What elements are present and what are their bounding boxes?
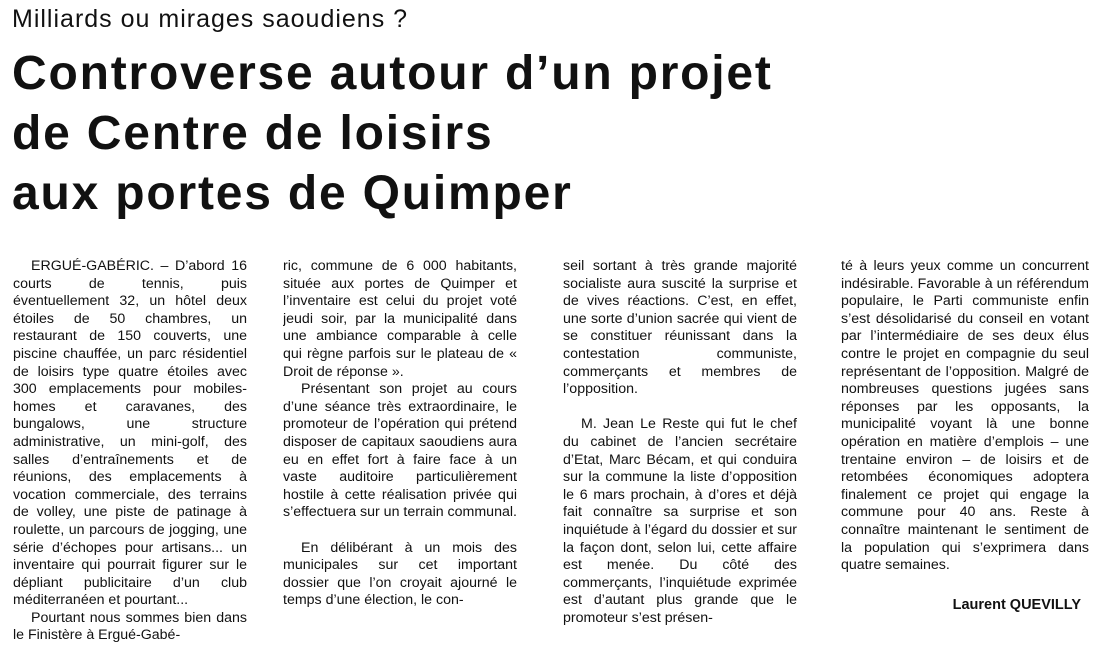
paragraph: Présentant son projet au cours d’une séance très extraordinaire, le promoteur de l’opération qui prétend disposer de capitaux saoudiens aura eu en effet fort à faire face à un vaste auditoire particulièrement hostile à cette réalisation privée qui s’effectuera sur un terrain communal. [283, 381, 517, 521]
article-column-2 [283, 258, 517, 662]
author-signature: Laurent QUEVILLY [952, 596, 1081, 613]
article-column-4 [841, 258, 1089, 662]
headline-line-3: aux portes de Quimper [12, 167, 573, 220]
paragraph: ric, commune de 6 000 habitants, située aux portes de Quimper et l’inventaire est celui du projet voté jeudi soir, par la municipalité dans une ambiance comparable à celle qui règne parfois sur le plateau de « Droit de réponse ». [283, 258, 517, 380]
article-body [13, 258, 1098, 662]
headline-line-1: Controverse autour d’un projet [12, 47, 773, 100]
paragraph: Pourtant nous sommes bien dans le Finistère à Ergué-Gabé- [13, 609, 247, 644]
paragraph: seil sortant à très grande majorité socialiste aura suscité la surprise et de vives réactions. C’est, en effet, une sorte d’union sacrée qui vient de se constituer réunissant dans la contestation communiste, commerçants et membres de l’opposition. [563, 258, 797, 398]
kicker: Milliards ou mirages saoudiens ? [12, 5, 409, 33]
paragraph: té à leurs yeux comme un concurrent indésirable. Favorable à un référendum populaire, le Parti communiste enfin s’est désolidarisé du conseil en votant par l’intermédiaire de ses deux élus contre le projet en compagnie du seul représentant de l’opposition. Malgré de nombreuses questions jugées sans réponses par les opposants, la municipalité voyant là une bonne opération en matière d’emplois – une trentaine environ – de loisirs et de retombées économiques adoptera finalement ce projet qui engage la commune pour 40 ans. Reste à connaître maintenant le sentiment de la population qui s’exprimera dans quatre semaines. [841, 258, 1089, 574]
paragraph: ERGUÉ-GABÉRIC. – D’abord 16 courts de tennis, puis éventuellement 32, un hôtel deux étoiles de 50 chambres, un restaurant de 150 couverts, une piscine chauffée, un parc résidentiel de loisirs type quatre étoiles avec 300 emplacements pour mobiles-homes et caravanes, des bungalows, une structure administrative, un mini-golf, des salles d’entraînements et de réunions, des emplacements à vocation commerciale, des terrains de volley, une piste de patinage à roulette, un parcours de jogging, une série d’échopes pour artisans... un inventaire qui pourrait figurer sur le dépliant publicitaire d’un club méditerranéen et pourtant... [13, 258, 247, 609]
paragraph: M. Jean Le Reste qui fut le chef du cabinet de l’ancien secrétaire d’Etat, Marc Bécam, et qui conduira sur la commune la liste d’opposition le 6 mars prochain, à d’ores et déjà fait connaître sa surprise et son inquiétude à l’égard du dossier et sur la façon dont, selon lui, cette affaire est menée. Du côté des commerçants, l’inquiétude exprimée est d’autant plus grande que le promoteur s’est présen- [563, 416, 797, 626]
article-column-1 [13, 258, 247, 662]
paragraph: En délibérant à un mois des municipales sur cet important dossier que l’on croyait ajourné le temps d’une élection, le con- [283, 539, 517, 609]
headline [12, 44, 1102, 224]
article-column-3 [563, 258, 797, 662]
headline-line-2: de Centre de loisirs [12, 107, 494, 160]
